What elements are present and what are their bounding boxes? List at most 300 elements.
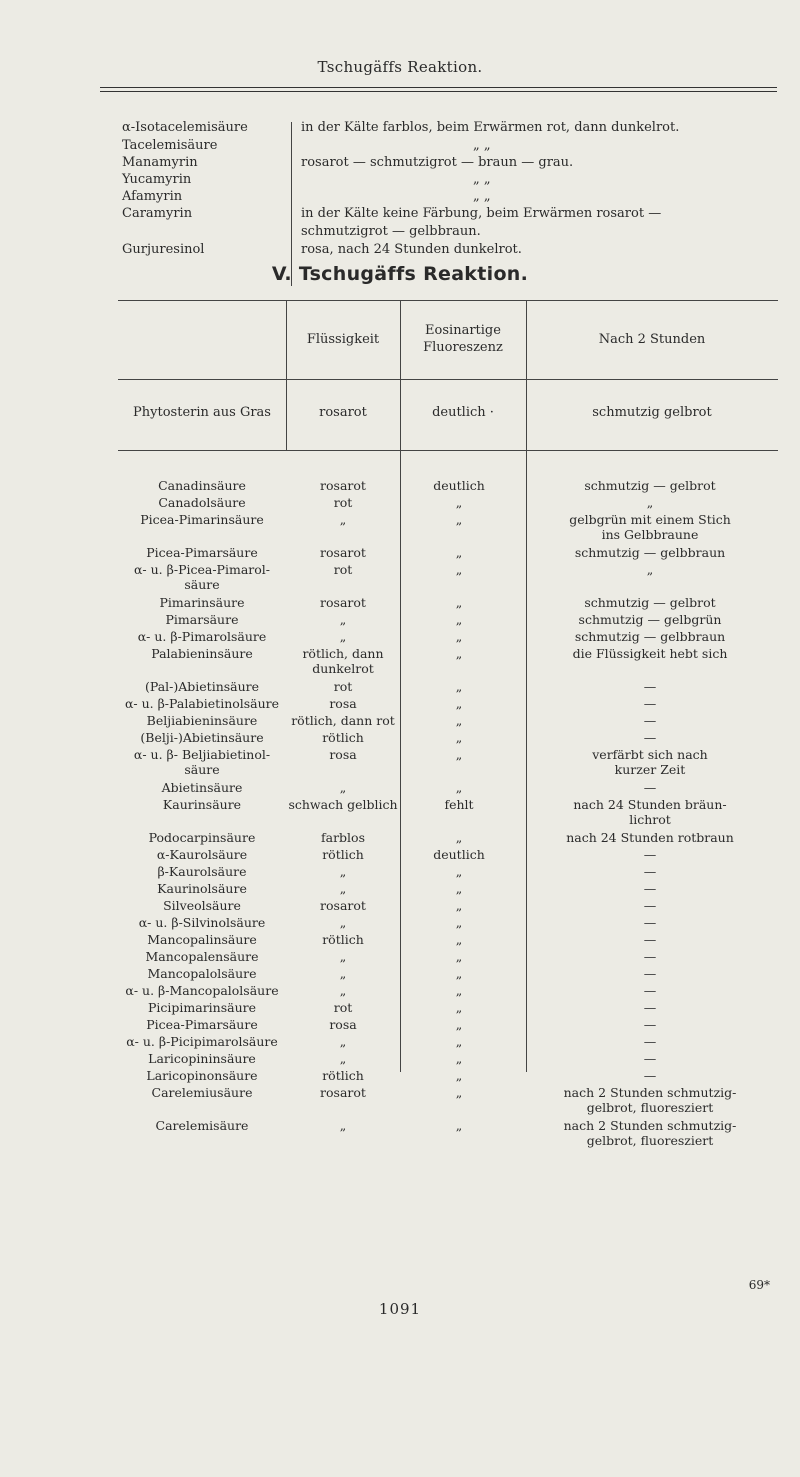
substance-cell <box>118 595 286 610</box>
nach2-cell <box>522 1085 778 1115</box>
substance-cell <box>118 495 286 510</box>
eosin-cell-line: „ <box>455 545 463 560</box>
nach2-cell <box>522 629 778 644</box>
nach2-cell <box>522 562 778 577</box>
substance-cell-line: Abietinsäure <box>161 780 243 795</box>
nach2-cell <box>522 1034 778 1049</box>
fluessigkeit-cell <box>286 966 400 981</box>
nach2-cell-line: — <box>643 932 657 947</box>
eosin-cell-line: „ <box>455 696 463 711</box>
fluessigkeit-cell <box>286 629 400 644</box>
nach2-cell-line-2: gelbrot, fluoresziert <box>586 1100 714 1115</box>
fluessigkeit-cell-line: schwach gelblich <box>288 797 398 812</box>
nach2-cell-line: — <box>643 679 657 694</box>
eosin-cell-line: „ <box>455 595 463 610</box>
eosin-cell <box>400 932 518 947</box>
continuation-substance: Afamyrin <box>122 189 183 204</box>
continuation-description: rosa, nach 24 Stunden dunkelrot. <box>301 242 522 257</box>
header-eosin-line1: Eosinartige <box>425 323 501 338</box>
substance-cell <box>118 932 286 947</box>
substance-cell-line: Kaurinsäure <box>162 797 242 812</box>
nach2-cell-line: die Flüssigkeit hebt sich <box>572 646 728 661</box>
fluessigkeit-cell <box>286 696 400 711</box>
substance-cell <box>118 1118 286 1133</box>
fluessigkeit-cell <box>286 797 400 812</box>
substance-cell-line: Mancopalolsäure <box>147 966 257 981</box>
fluessigkeit-cell <box>286 983 400 998</box>
nach2-cell <box>522 495 778 510</box>
nach2-cell-line-2: ins Gelbbraune <box>601 527 699 542</box>
nach2-cell <box>522 830 778 845</box>
continuation-substance: α-Isotacelemisäure <box>122 120 248 135</box>
nach2-cell-line: — <box>643 915 657 930</box>
nach2-cell <box>522 478 778 493</box>
fluessigkeit-cell-line: „ <box>339 864 347 879</box>
nach2-cell <box>522 679 778 694</box>
substance-cell-line: Mancopalensäure <box>145 949 259 964</box>
nach2-cell-line-2: gelbrot, fluoresziert <box>586 1133 714 1148</box>
eosin-cell-line: „ <box>455 1118 463 1133</box>
substance-cell-line: α- u. β-Pimarolsäure <box>137 629 267 644</box>
fluessigkeit-cell-line: rosa <box>329 1017 357 1032</box>
nach2-cell <box>522 595 778 610</box>
nach2-cell <box>522 898 778 913</box>
eosin-cell <box>400 830 518 845</box>
eosin-cell-line: „ <box>455 713 463 728</box>
fluessigkeit-cell-line: rosarot <box>320 545 366 560</box>
eosin-cell <box>400 713 518 728</box>
eosin-cell-line: „ <box>455 898 463 913</box>
continuation-substance: Yucamyrin <box>122 172 192 187</box>
substance-cell-line: Picea-Pimarsäure <box>146 1017 258 1032</box>
eosin-cell <box>400 679 518 694</box>
eosin-cell <box>400 612 518 627</box>
fluessigkeit-cell <box>286 1017 400 1032</box>
header-rule-bottom <box>100 91 777 92</box>
eosin-cell <box>400 696 518 711</box>
fluessigkeit-cell-line: „ <box>339 629 347 644</box>
fluessigkeit-cell <box>286 679 400 694</box>
eosin-cell-line: „ <box>455 495 463 510</box>
substance-cell <box>118 478 286 493</box>
substance-cell <box>118 679 286 694</box>
fluessigkeit-cell-line: „ <box>339 512 347 527</box>
substance-cell <box>118 1085 286 1100</box>
eosin-cell <box>400 1085 518 1100</box>
fluessigkeit-cell-line: rötlich <box>322 932 364 947</box>
substance-cell-line: Kaurinolsäure <box>157 881 247 896</box>
eosin-cell <box>400 1068 518 1083</box>
fluessigkeit-cell <box>286 1068 400 1083</box>
nach2-cell <box>522 730 778 745</box>
substance-cell <box>118 797 286 812</box>
fluessigkeit-cell <box>286 612 400 627</box>
nach2-cell-line: — <box>643 949 657 964</box>
table-rule-reference <box>118 450 778 451</box>
substance-cell-line: Pimarsäure <box>165 612 239 627</box>
fluessigkeit-cell <box>286 730 400 745</box>
eosin-cell-line: „ <box>455 983 463 998</box>
nach2-cell <box>522 713 778 728</box>
nach2-cell-line: — <box>643 881 657 896</box>
eosin-cell <box>400 983 518 998</box>
nach2-cell-line: — <box>643 696 657 711</box>
substance-cell <box>118 545 286 560</box>
eosin-cell <box>400 629 518 644</box>
substance-cell-line: Laricopinonsäure <box>146 1068 258 1083</box>
fluessigkeit-cell-line-2: dunkelrot <box>312 661 374 676</box>
nach2-cell <box>522 915 778 930</box>
reference-name: Phytosterin aus Gras <box>133 405 271 420</box>
substance-cell <box>118 512 286 527</box>
nach2-cell <box>522 932 778 947</box>
eosin-cell <box>400 562 518 577</box>
continuation-description: rosarot — schmutzigrot — braun — grau. <box>301 155 574 170</box>
nach2-cell <box>522 696 778 711</box>
fluessigkeit-cell <box>286 495 400 510</box>
eosin-cell <box>400 797 518 812</box>
nach2-cell-line: — <box>643 780 657 795</box>
eosin-cell <box>400 966 518 981</box>
fluessigkeit-cell <box>286 512 400 527</box>
substance-cell-line: Beljiabieninsäure <box>146 713 258 728</box>
eosin-cell <box>400 478 518 493</box>
eosin-cell-line: „ <box>455 1051 463 1066</box>
nach2-cell <box>522 847 778 862</box>
fluessigkeit-cell <box>286 1085 400 1100</box>
substance-cell-line: α- u. β-Palabietinolsäure <box>124 696 280 711</box>
nach2-cell-line: — <box>643 847 657 862</box>
fluessigkeit-cell-line: rosa <box>329 747 357 762</box>
eosin-cell-line: „ <box>455 1000 463 1015</box>
header-eosin-line2: Fluoreszenz <box>423 340 503 355</box>
eosin-cell-line: deutlich <box>433 478 485 493</box>
eosin-cell <box>400 1017 518 1032</box>
header-fluessigkeit: Flüssigkeit <box>306 332 380 347</box>
substance-cell <box>118 864 286 879</box>
nach2-cell-line: nach 2 Stunden schmutzig- <box>563 1085 737 1100</box>
continuation-substance: Gurjuresinol <box>122 242 205 257</box>
fluessigkeit-cell <box>286 747 400 762</box>
eosin-cell-line: „ <box>455 562 463 577</box>
eosin-cell <box>400 747 518 762</box>
fluessigkeit-cell-line: „ <box>339 881 347 896</box>
fluessigkeit-cell <box>286 847 400 862</box>
fluessigkeit-cell-line: rot <box>333 679 353 694</box>
fluessigkeit-cell-line: rosarot <box>320 898 366 913</box>
fluessigkeit-cell-line: rosarot <box>320 478 366 493</box>
fluessigkeit-cell <box>286 646 400 676</box>
continuation-divider <box>291 122 292 286</box>
fluessigkeit-cell-line: rötlich <box>322 730 364 745</box>
substance-cell-line: (Belji-)Abietinsäure <box>140 730 264 745</box>
nach2-cell-line: — <box>643 983 657 998</box>
substance-cell-line: Pimarinsäure <box>159 595 245 610</box>
nach2-cell <box>522 780 778 795</box>
substance-cell <box>118 747 286 777</box>
nach2-cell-line: nach 24 Stunden rotbraun <box>566 830 734 845</box>
fluessigkeit-cell <box>286 949 400 964</box>
nach2-cell-line: — <box>643 1017 657 1032</box>
substance-cell-line: Carelemiusäure <box>151 1085 253 1100</box>
eosin-cell <box>400 864 518 879</box>
eosin-cell-line: „ <box>455 1068 463 1083</box>
eosin-cell-line: „ <box>455 1034 463 1049</box>
eosin-cell-line: „ <box>455 966 463 981</box>
eosin-cell-line: „ <box>455 1017 463 1032</box>
nach2-cell-line: — <box>643 1068 657 1083</box>
eosin-cell-line: „ <box>455 949 463 964</box>
fluessigkeit-cell-line: rosarot <box>320 595 366 610</box>
eosin-cell-line: „ <box>455 932 463 947</box>
fluessigkeit-cell-line: rötlich, dann <box>302 646 384 661</box>
nach2-cell-line: gelbgrün mit einem Stich <box>569 512 731 527</box>
continuation-substance: Manamyrin <box>122 155 198 170</box>
nach2-cell-line-2: kurzer Zeit <box>614 762 686 777</box>
substance-cell-line: Palabieninsäure <box>151 646 253 661</box>
nach2-cell <box>522 1017 778 1032</box>
table-rule-header <box>118 379 778 380</box>
fluessigkeit-cell-line: „ <box>339 966 347 981</box>
nach2-cell <box>522 747 778 777</box>
nach2-cell-line: nach 2 Stunden schmutzig- <box>563 1118 737 1133</box>
substance-cell-line: Picea-Pimarinsäure <box>140 512 264 527</box>
fluessigkeit-cell-line: rot <box>333 1000 353 1015</box>
nach2-cell <box>522 864 778 879</box>
fluessigkeit-cell-line: rot <box>333 562 353 577</box>
fluessigkeit-cell-line: „ <box>339 949 347 964</box>
nach2-cell-line: — <box>643 730 657 745</box>
nach2-cell <box>522 1051 778 1066</box>
fluessigkeit-cell <box>286 1051 400 1066</box>
fluessigkeit-cell-line: rosa <box>329 696 357 711</box>
nach2-cell-line-2: lichrot <box>629 812 671 827</box>
fluessigkeit-cell <box>286 1118 400 1133</box>
nach2-cell <box>522 1118 778 1148</box>
substance-cell-line: β-Kaurolsäure <box>157 864 247 879</box>
fluessigkeit-cell <box>286 545 400 560</box>
eosin-cell <box>400 1000 518 1015</box>
nach2-cell-line: „ <box>646 562 654 577</box>
col-divider-1 <box>286 300 287 450</box>
eosin-cell-line: „ <box>455 1085 463 1100</box>
eosin-cell <box>400 1118 518 1133</box>
eosin-cell <box>400 1034 518 1049</box>
substance-cell <box>118 1000 286 1015</box>
fluessigkeit-cell-line: „ <box>339 1051 347 1066</box>
nach2-cell <box>522 949 778 964</box>
nach2-cell <box>522 512 778 542</box>
nach2-cell-line: — <box>643 898 657 913</box>
substance-cell-line: Podocarpinsäure <box>148 830 256 845</box>
eosin-cell-line: „ <box>455 679 463 694</box>
eosin-cell-line: „ <box>455 730 463 745</box>
eosin-cell-line: „ <box>455 629 463 644</box>
substance-cell <box>118 881 286 896</box>
substance-cell <box>118 830 286 845</box>
substance-cell-line: Mancopalinsäure <box>147 932 257 947</box>
eosin-cell-line: fehlt <box>444 797 474 812</box>
fluessigkeit-cell <box>286 595 400 610</box>
substance-cell <box>118 780 286 795</box>
substance-cell <box>118 629 286 644</box>
nach2-cell-line: schmutzig — gelbrot <box>584 595 716 610</box>
fluessigkeit-cell <box>286 864 400 879</box>
fluessigkeit-cell-line: „ <box>339 983 347 998</box>
nach2-cell <box>522 1068 778 1083</box>
fluessigkeit-cell <box>286 881 400 896</box>
fluessigkeit-cell-line: rot <box>333 495 353 510</box>
eosin-cell-line: „ <box>455 915 463 930</box>
fluessigkeit-cell-line: „ <box>339 780 347 795</box>
substance-cell-line: α-Kaurolsäure <box>156 847 248 862</box>
reference-nach2: schmutzig gelbrot <box>592 405 712 420</box>
substance-cell-line: Silveolsäure <box>163 898 241 913</box>
substance-cell <box>118 730 286 745</box>
nach2-cell-line: — <box>643 966 657 981</box>
eosin-cell <box>400 730 518 745</box>
eosin-cell-line: „ <box>455 780 463 795</box>
nach2-cell-line: „ <box>646 495 654 510</box>
nach2-cell-line: — <box>643 864 657 879</box>
substance-cell <box>118 1034 286 1049</box>
fluessigkeit-cell <box>286 562 400 577</box>
fluessigkeit-cell-line: rötlich, dann rot <box>291 713 395 728</box>
nach2-cell-line: — <box>643 713 657 728</box>
eosin-cell-line: „ <box>455 881 463 896</box>
fluessigkeit-cell <box>286 1000 400 1015</box>
nach2-cell-line: nach 24 Stunden bräun- <box>573 797 727 812</box>
eosin-cell <box>400 545 518 560</box>
header-rule-top <box>100 87 777 88</box>
eosin-cell <box>400 847 518 862</box>
continuation-description: in der Kälte farblos, beim Erwärmen rot, dann dunkelrot. <box>301 120 680 135</box>
substance-cell-line: α- u. β-Picea-Pimarol- <box>133 562 270 577</box>
fluessigkeit-cell-line: rötlich <box>322 847 364 862</box>
substance-cell <box>118 646 286 661</box>
reference-eosin: deutlich · <box>432 405 494 420</box>
nach2-cell <box>522 646 778 661</box>
substance-cell-line: α- u. β- Beljiabietinol- <box>133 747 271 762</box>
nach2-cell <box>522 1000 778 1015</box>
substance-cell-line: α- u. β-Picipimarolsäure <box>126 1034 278 1049</box>
nach2-cell <box>522 797 778 827</box>
substance-cell-line-2: säure <box>184 577 220 592</box>
nach2-cell-line: verfärbt sich nach <box>592 747 708 762</box>
eosin-cell-line: „ <box>455 512 463 527</box>
substance-cell <box>118 713 286 728</box>
eosin-cell <box>400 495 518 510</box>
eosin-cell <box>400 881 518 896</box>
continuation-substance: Tacelemisäure <box>122 138 218 153</box>
substance-cell-line: Laricopininsäure <box>148 1051 256 1066</box>
fluessigkeit-cell <box>286 780 400 795</box>
substance-cell <box>118 612 286 627</box>
nach2-cell <box>522 881 778 896</box>
nach2-cell-line: — <box>643 1051 657 1066</box>
nach2-cell-line: schmutzig — gelbbraun <box>574 629 726 644</box>
substance-cell <box>118 1068 286 1083</box>
substance-cell-line-2: säure <box>184 762 220 777</box>
eosin-cell-line: „ <box>455 864 463 879</box>
continuation-description: „ „ <box>473 138 491 153</box>
substance-cell-line: Canadolsäure <box>158 495 246 510</box>
substance-cell <box>118 983 286 998</box>
table-rule-top <box>118 300 778 301</box>
substance-cell-line: Canadinsäure <box>158 478 246 493</box>
fluessigkeit-cell-line: „ <box>339 1034 347 1049</box>
substance-cell-line: α- u. β-Mancopalolsäure <box>125 983 279 998</box>
substance-cell <box>118 915 286 930</box>
fluessigkeit-cell <box>286 1034 400 1049</box>
header-eosin <box>400 322 526 356</box>
substance-cell-line: Picea-Pimarsäure <box>146 545 258 560</box>
fluessigkeit-cell-line: farblos <box>321 830 365 845</box>
continuation-description: „ „ <box>473 189 491 204</box>
substance-cell <box>118 949 286 964</box>
eosin-cell-line: „ <box>455 747 463 762</box>
fluessigkeit-cell <box>286 713 400 728</box>
substance-cell <box>118 966 286 981</box>
eosin-cell <box>400 780 518 795</box>
page-number: 1091 <box>378 1300 422 1318</box>
fluessigkeit-cell-line: rosarot <box>320 1085 366 1100</box>
eosin-cell-line: „ <box>455 830 463 845</box>
eosin-cell-line: „ <box>455 612 463 627</box>
substance-cell-line: (Pal-)Abietinsäure <box>144 679 260 694</box>
nach2-cell <box>522 545 778 560</box>
eosin-cell <box>400 915 518 930</box>
substance-cell <box>118 898 286 913</box>
nach2-cell-line: schmutzig — gelbgrün <box>578 612 722 627</box>
fluessigkeit-cell-line: „ <box>339 915 347 930</box>
section-title: V. Tschugäffs Reaktion. <box>271 263 529 285</box>
fluessigkeit-cell-line: rötlich <box>322 1068 364 1083</box>
continuation-substance: Caramyrin <box>122 206 193 221</box>
sheet-mark: 69* <box>748 1278 770 1292</box>
nach2-cell-line: — <box>643 1034 657 1049</box>
substance-cell <box>118 562 286 592</box>
eosin-cell-line: deutlich <box>433 847 485 862</box>
continuation-description: in der Kälte keine Färbung, beim Erwärmen rosarot — <box>301 206 662 221</box>
fluessigkeit-cell <box>286 830 400 845</box>
nach2-cell <box>522 983 778 998</box>
nach2-cell-line: schmutzig — gelbrot <box>584 478 716 493</box>
fluessigkeit-cell <box>286 478 400 493</box>
eosin-cell-line: „ <box>455 646 463 661</box>
fluessigkeit-cell <box>286 932 400 947</box>
eosin-cell <box>400 595 518 610</box>
nach2-cell-line: — <box>643 1000 657 1015</box>
running-head: Tschugäffs Reaktion. <box>317 58 483 76</box>
nach2-cell-line: schmutzig — gelbbraun <box>574 545 726 560</box>
substance-cell <box>118 847 286 862</box>
fluessigkeit-cell <box>286 898 400 913</box>
eosin-cell <box>400 898 518 913</box>
fluessigkeit-cell-line: „ <box>339 1118 347 1133</box>
fluessigkeit-cell <box>286 915 400 930</box>
eosin-cell <box>400 512 518 527</box>
nach2-cell <box>522 612 778 627</box>
substance-cell <box>118 696 286 711</box>
header-nach2: Nach 2 Stunden <box>598 332 706 347</box>
substance-cell <box>118 1017 286 1032</box>
substance-cell-line: α- u. β-Silvinolsäure <box>138 915 266 930</box>
col-divider-3 <box>526 300 527 450</box>
continuation-description: schmutzigrot — gelbbraun. <box>301 224 481 239</box>
substance-cell-line: Carelemisäure <box>155 1118 249 1133</box>
eosin-cell <box>400 949 518 964</box>
